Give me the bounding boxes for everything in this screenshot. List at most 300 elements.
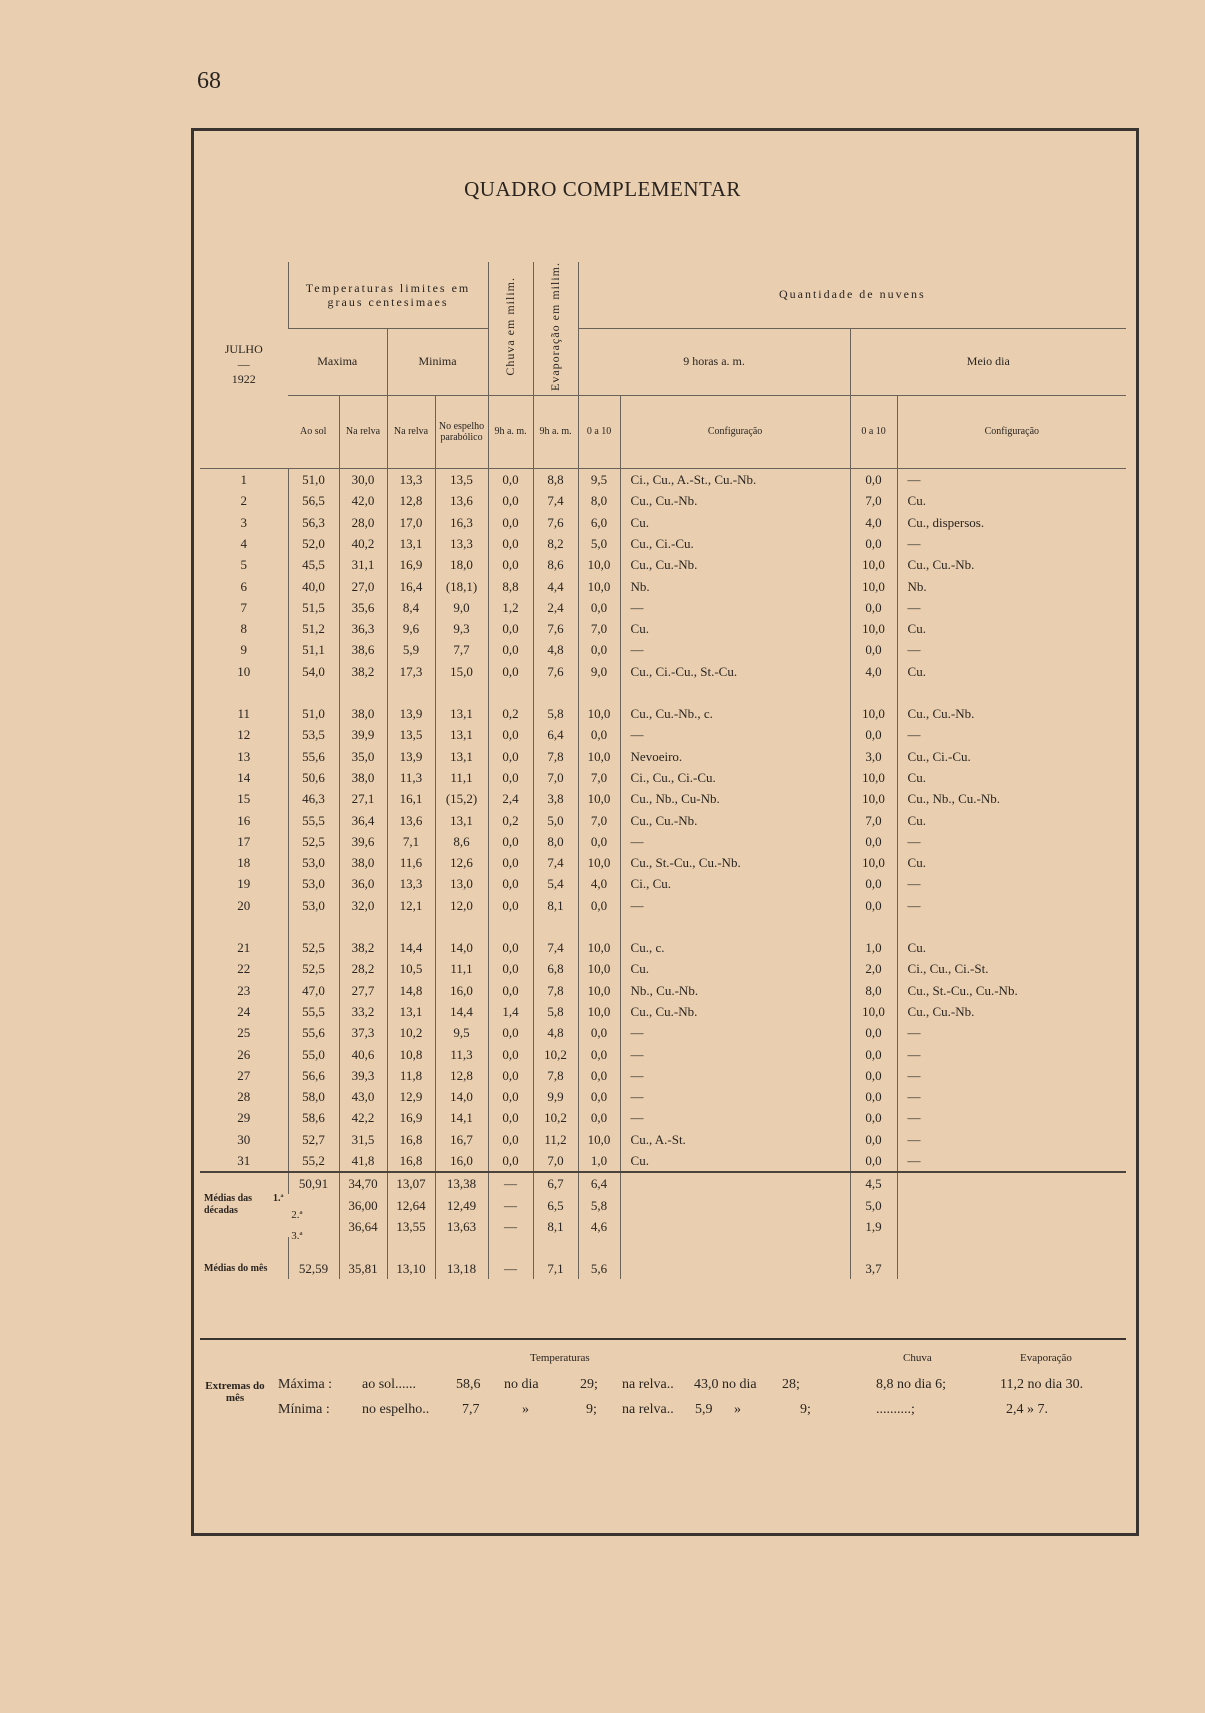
evap-header — [533, 262, 578, 395]
cell-evap: 6,4 — [533, 724, 578, 745]
cell-day: 4 — [240, 536, 247, 551]
cell-config-noon: Cu. — [897, 618, 1126, 639]
cell-max-grass: 35,0 — [339, 746, 387, 767]
clouds-9am-scale-header: 0 a 10 — [578, 395, 620, 468]
cell-config-9am — [620, 1172, 850, 1194]
clouds-group-header: Quantidade de nuvens — [578, 262, 1126, 328]
cell-rain: — — [488, 1216, 533, 1237]
cell-max-grass: 42,0 — [339, 490, 387, 511]
spacer-cell — [897, 916, 1126, 937]
cell-evap: 6,5 — [533, 1194, 578, 1215]
clouds-noon-scale-header: 0 a 10 — [850, 395, 897, 468]
month-label: JULHO — [224, 342, 263, 357]
table-row — [200, 1022, 1126, 1043]
cell-clouds-9am: 6,0 — [578, 512, 620, 533]
cell-min-mirror: 14,0 — [435, 937, 488, 958]
cell-min-grass: 12,64 — [387, 1194, 435, 1215]
spacer-cell — [533, 1237, 578, 1258]
cell-clouds-9am: 10,0 — [578, 1129, 620, 1150]
cell-config-9am: Cu., A.-St. — [620, 1129, 850, 1150]
cell-config-9am: — — [620, 597, 850, 618]
spacer-cell — [200, 682, 288, 703]
cell-max-sun: 51,2 — [288, 618, 339, 639]
cell-evap: 3,8 — [533, 788, 578, 809]
cell-config-9am: Cu., Cu.-Nb. — [620, 809, 850, 830]
cell-config-9am: Cu., Ci.-Cu., St.-Cu. — [620, 661, 850, 682]
page-number: 68 — [197, 68, 221, 94]
spacer-cell — [288, 916, 339, 937]
min-ditto: » — [522, 1402, 529, 1417]
temp-group-header: Temperaturas limites em graus centesimaes — [288, 262, 488, 328]
cell-config-noon: Cu. — [897, 852, 1126, 873]
clouds-noon-header: Meio dia — [850, 328, 1126, 395]
cell-max-sun: 53,5 — [288, 724, 339, 745]
cell-max-grass: 28,0 — [339, 512, 387, 533]
cell-max-grass: 35,6 — [339, 597, 387, 618]
cell-config-noon: — — [897, 1129, 1126, 1150]
cell-max-grass: 36,64 — [339, 1216, 387, 1237]
cell-max-sun: 54,0 — [288, 661, 339, 682]
cell-max-sun: 53,0 — [288, 852, 339, 873]
cell-min-mirror: 13,5 — [435, 468, 488, 490]
cell-rain: 0,0 — [488, 873, 533, 894]
cell-max-grass: 40,6 — [339, 1043, 387, 1064]
table-row — [200, 937, 1126, 958]
cell-clouds-noon: 0,0 — [850, 1129, 897, 1150]
cell-evap: 4,4 — [533, 575, 578, 596]
cell-min-mirror: 11,3 — [435, 1043, 488, 1064]
cell-evap: 5,8 — [533, 1001, 578, 1022]
cell-min-mirror: 13,18 — [435, 1258, 488, 1279]
cell-max-sun: 52,5 — [288, 937, 339, 958]
cell-rain: 0,0 — [488, 490, 533, 511]
max-grass-day: 28; — [782, 1377, 800, 1392]
cell-max-grass: 38,2 — [339, 937, 387, 958]
cell-config-9am: Cu., St.-Cu., Cu.-Nb. — [620, 852, 850, 873]
spacer-cell — [897, 682, 1126, 703]
cell-clouds-noon: 7,0 — [850, 809, 897, 830]
cell-config-noon — [897, 1172, 1126, 1194]
table-row — [200, 809, 1126, 830]
cell-clouds-9am: 1,0 — [578, 1150, 620, 1172]
cell-clouds-noon: 0,0 — [850, 1065, 897, 1086]
min-grass-day: 9; — [800, 1402, 811, 1417]
cell-day: 28 — [237, 1089, 251, 1105]
cell-max-grass: 38,2 — [339, 661, 387, 682]
cell-max-grass: 38,6 — [339, 639, 387, 660]
cell-max-sun: 55,6 — [288, 746, 339, 767]
cell-clouds-noon: 8,0 — [850, 980, 897, 1001]
cell-max-grass: 28,2 — [339, 958, 387, 979]
cell-config-noon: — — [897, 639, 1126, 660]
cell-clouds-noon: 1,0 — [850, 937, 897, 958]
cell-config-noon: Cu. — [897, 937, 1126, 958]
cell-max-grass: 31,5 — [339, 1129, 387, 1150]
cell-clouds-9am: 0,0 — [578, 597, 620, 618]
table-row — [200, 533, 1126, 554]
cell-clouds-noon: 4,5 — [850, 1172, 897, 1194]
cell-rain: 0,0 — [488, 1065, 533, 1086]
cell-day: 27 — [237, 1067, 251, 1083]
cell-evap: 7,4 — [533, 852, 578, 873]
cell-clouds-noon: 10,0 — [850, 788, 897, 809]
cell-min-grass: 13,6 — [387, 809, 435, 830]
table-row — [200, 1001, 1126, 1022]
cell-clouds-9am: 0,0 — [578, 831, 620, 852]
table-row — [200, 895, 1126, 916]
cell-config-noon: Cu. — [897, 809, 1126, 830]
year-label: 1922 — [231, 372, 256, 387]
cell-clouds-9am: 0,0 — [578, 724, 620, 745]
cell-config-9am: Nb. — [620, 575, 850, 596]
spacer-cell — [850, 682, 897, 703]
cell-config-9am: — — [620, 895, 850, 916]
temp-max-header: Maxima — [288, 328, 387, 395]
cell-clouds-9am: 7,0 — [578, 618, 620, 639]
cell-max-sun: 56,5 — [288, 490, 339, 511]
cell-config-noon: Cu. — [897, 661, 1126, 682]
cell-min-mirror: 12,6 — [435, 852, 488, 873]
spacer-cell — [435, 682, 488, 703]
cell-max-sun: 51,1 — [288, 639, 339, 660]
spacer-cell — [339, 1237, 387, 1258]
cell-evap: 8,2 — [533, 533, 578, 554]
cell-max-grass: 32,0 — [339, 895, 387, 916]
period-dash: — — [237, 357, 250, 372]
cell-min-grass: 16,8 — [387, 1129, 435, 1150]
cell-max-sun: 58,6 — [288, 1107, 339, 1128]
max-value: 58,6 — [456, 1377, 481, 1392]
cell-evap: 8,1 — [533, 895, 578, 916]
cell-clouds-9am: 6,4 — [578, 1172, 620, 1194]
cell-rain: 0,0 — [488, 468, 533, 490]
cell-config-9am: Cu., Cu.-Nb. — [620, 490, 850, 511]
table-row — [200, 1065, 1126, 1086]
cell-day: 24 — [237, 1003, 251, 1019]
cell-config-9am: Cu., c. — [620, 937, 850, 958]
cell-config-noon: Cu., dispersos. — [897, 512, 1126, 533]
spacer-cell — [850, 916, 897, 937]
cell-max-grass: 39,9 — [339, 724, 387, 745]
cell-rain: 0,0 — [488, 512, 533, 533]
cell-max-sun: 52,59 — [288, 1258, 339, 1279]
table-row — [200, 703, 1126, 724]
cell-evap: 5,8 — [533, 703, 578, 724]
cell-clouds-9am: 10,0 — [578, 852, 620, 873]
decade-ordinal: 2.ª — [291, 1209, 303, 1222]
cell-evap: 7,8 — [533, 746, 578, 767]
cell-config-noon: Cu. — [897, 490, 1126, 511]
cell-clouds-9am: 0,0 — [578, 1065, 620, 1086]
cell-min-mirror: 14,1 — [435, 1107, 488, 1128]
cell-day: 25 — [237, 1025, 251, 1041]
spacer-cell — [578, 682, 620, 703]
cell-min-mirror: 8,6 — [435, 831, 488, 852]
cell-max-grass: 39,3 — [339, 1065, 387, 1086]
cell-config-9am: Cu., Cu.-Nb., c. — [620, 703, 850, 724]
cell-max-sun: 55,5 — [288, 1001, 339, 1022]
cell-day: 12 — [237, 727, 251, 743]
min-label: Mínima : — [278, 1402, 330, 1417]
table-row — [200, 746, 1126, 767]
cell-evap: 8,6 — [533, 554, 578, 575]
cell-max-sun: 52,5 — [288, 831, 339, 852]
cell-config-9am: — — [620, 1065, 850, 1086]
cell-config-9am: — — [620, 831, 850, 852]
spacer-cell — [578, 916, 620, 937]
table-row — [200, 490, 1126, 511]
cell-max-sun — [288, 1194, 339, 1222]
table-row — [200, 1086, 1126, 1107]
cell-min-mirror: 13,1 — [435, 724, 488, 745]
clouds-9am-header: 9 horas a. m. — [578, 328, 850, 395]
cell-config-9am: Ci., Cu., Ci.-Cu. — [620, 767, 850, 788]
cell-clouds-noon: 0,0 — [850, 1022, 897, 1043]
cell-rain: 1,4 — [488, 1001, 533, 1022]
cell-config-noon: Cu. — [897, 767, 1126, 788]
spacer-cell — [897, 1237, 1126, 1258]
cell-min-grass: 10,5 — [387, 958, 435, 979]
cell-max-sun: 55,2 — [288, 1150, 339, 1172]
table-row — [200, 724, 1126, 745]
cell-evap: 2,4 — [533, 597, 578, 618]
cell-max-grass: 33,2 — [339, 1001, 387, 1022]
cell-config-9am — [620, 1216, 850, 1237]
cell-min-mirror: 13,1 — [435, 703, 488, 724]
cell-clouds-noon: 5,0 — [850, 1194, 897, 1215]
cell-day: 15 — [237, 791, 251, 807]
spacer-cell — [435, 1237, 488, 1258]
cell-config-9am: Cu., Ci.-Cu. — [620, 533, 850, 554]
cell-clouds-9am: 5,0 — [578, 533, 620, 554]
cell-day: 23 — [237, 982, 251, 998]
cell-max-sun: 56,6 — [288, 1065, 339, 1086]
cell-evap: 8,0 — [533, 831, 578, 852]
cell-clouds-noon: 0,0 — [850, 597, 897, 618]
cell-rain: 0,0 — [488, 937, 533, 958]
cell-min-grass: 13,1 — [387, 1001, 435, 1022]
cell-clouds-noon: 10,0 — [850, 1001, 897, 1022]
table-row — [200, 831, 1126, 852]
max-label: Máxima : — [278, 1377, 333, 1392]
cell-config-noon: — — [897, 468, 1126, 490]
cell-clouds-9am: 9,5 — [578, 468, 620, 490]
cell-min-grass: 12,8 — [387, 490, 435, 511]
cell-min-grass: 9,6 — [387, 618, 435, 639]
rain-heading: Chuva — [903, 1352, 932, 1364]
cell-rain: 0,2 — [488, 703, 533, 724]
cell-clouds-9am: 10,0 — [578, 788, 620, 809]
cell-config-noon — [897, 1258, 1126, 1279]
cell-config-noon: Cu., Nb., Cu.-Nb. — [897, 788, 1126, 809]
cell-clouds-9am: 5,6 — [578, 1258, 620, 1279]
min-grass-ditto: » — [734, 1402, 741, 1417]
cell-evap: 7,0 — [533, 1150, 578, 1172]
cell-rain: — — [488, 1194, 533, 1215]
spacer-cell — [387, 1237, 435, 1258]
cell-config-noon: — — [897, 895, 1126, 916]
max-sun-header: Ao sol — [288, 395, 339, 468]
cell-max-sun: 53,0 — [288, 873, 339, 894]
cell-config-noon: — — [897, 1086, 1126, 1107]
cell-config-noon: Cu., Cu.-Nb. — [897, 1001, 1126, 1022]
cell-min-mirror: 12,0 — [435, 895, 488, 916]
cell-day: 29 — [237, 1110, 251, 1126]
table-row — [200, 1129, 1126, 1150]
cell-day: 16 — [237, 812, 251, 828]
spacer-cell — [200, 1237, 288, 1258]
table-row — [200, 512, 1126, 533]
cell-clouds-noon: 10,0 — [850, 618, 897, 639]
cell-min-mirror: 14,4 — [435, 1001, 488, 1022]
table-row — [200, 597, 1126, 618]
spacer-cell — [620, 916, 850, 937]
table-row — [200, 554, 1126, 575]
cell-min-mirror: (15,2) — [435, 788, 488, 809]
cell-rain: 0,0 — [488, 554, 533, 575]
cell-min-grass: 13,3 — [387, 468, 435, 490]
cell-min-grass: 13,10 — [387, 1258, 435, 1279]
cell-max-grass: 38,0 — [339, 703, 387, 724]
cell-min-mirror: 9,5 — [435, 1022, 488, 1043]
cell-day: 5 — [240, 557, 247, 573]
cell-day: 21 — [237, 940, 251, 956]
cell-config-9am: — — [620, 1022, 850, 1043]
cell-day: 11 — [237, 706, 251, 722]
table-row — [200, 468, 1126, 490]
cell-min-mirror: 13,1 — [435, 746, 488, 767]
cell-min-grass: 12,1 — [387, 895, 435, 916]
cell-rain: 0,0 — [488, 852, 533, 873]
evap-time-header: 9h a. m. — [533, 395, 578, 468]
cell-min-grass: 13,1 — [387, 533, 435, 554]
cell-min-grass: 10,8 — [387, 1043, 435, 1064]
spacer-row — [200, 682, 1126, 703]
cell-config-noon — [897, 1194, 1126, 1215]
cell-rain: 0,0 — [488, 767, 533, 788]
spacer-row — [200, 1237, 1126, 1258]
max-day: 29; — [580, 1377, 598, 1392]
cell-rain: 0,0 — [488, 1129, 533, 1150]
cell-evap: 7,4 — [533, 490, 578, 511]
cell-min-mirror: 16,3 — [435, 512, 488, 533]
cell-clouds-noon: 0,0 — [850, 468, 897, 490]
cell-rain: 2,4 — [488, 788, 533, 809]
cell-max-sun: 52,0 — [288, 533, 339, 554]
cell-max-sun: 46,3 — [288, 788, 339, 809]
spacer-cell — [387, 916, 435, 937]
cell-config-9am: Cu., Cu.-Nb. — [620, 1001, 850, 1022]
cell-config-9am: Cu. — [620, 958, 850, 979]
cell-config-9am: Nevoeiro. — [620, 746, 850, 767]
cell-evap: 10,2 — [533, 1107, 578, 1128]
table-row — [200, 575, 1126, 596]
cell-max-grass: 38,0 — [339, 767, 387, 788]
cell-rain: 0,0 — [488, 1043, 533, 1064]
extremes-section — [200, 1338, 1126, 1452]
cell-rain: — — [488, 1172, 533, 1194]
cell-max-grass: 36,0 — [339, 873, 387, 894]
decades-mean-label — [200, 1172, 288, 1237]
cell-day: 20 — [237, 897, 251, 913]
cell-min-mirror: 13,1 — [435, 809, 488, 830]
spacer-cell — [620, 1237, 850, 1258]
cell-max-sun: 45,5 — [288, 554, 339, 575]
cell-max-sun: 47,0 — [288, 980, 339, 1001]
table-body — [200, 468, 1126, 1279]
cell-max-grass: 36,4 — [339, 809, 387, 830]
cell-evap: 11,2 — [533, 1129, 578, 1150]
cell-clouds-9am: 7,0 — [578, 767, 620, 788]
cell-clouds-9am: 4,0 — [578, 873, 620, 894]
cell-max-grass: 43,0 — [339, 1086, 387, 1107]
cell-max-sun: 50,6 — [288, 767, 339, 788]
cell-min-grass: 16,9 — [387, 1107, 435, 1128]
spacer-cell — [339, 916, 387, 937]
cell-min-grass: 13,3 — [387, 873, 435, 894]
cell-clouds-9am: 0,0 — [578, 1022, 620, 1043]
cell-min-mirror: 13,3 — [435, 533, 488, 554]
cell-config-noon: Cu., Cu.-Nb. — [897, 554, 1126, 575]
cell-clouds-noon: 0,0 — [850, 639, 897, 660]
cell-rain: 0,0 — [488, 1086, 533, 1107]
cell-day: 26 — [237, 1046, 251, 1062]
cell-config-9am: — — [620, 639, 850, 660]
cell-evap: 7,0 — [533, 767, 578, 788]
cell-clouds-noon: 10,0 — [850, 767, 897, 788]
cell-config-noon: — — [897, 724, 1126, 745]
cell-clouds-9am: 10,0 — [578, 554, 620, 575]
cell-evap: 4,8 — [533, 639, 578, 660]
cell-clouds-9am: 9,0 — [578, 661, 620, 682]
cell-config-noon: — — [897, 533, 1126, 554]
cell-min-mirror: 15,0 — [435, 661, 488, 682]
min-mirror-header: No espelho parabólico — [435, 395, 488, 468]
table-row — [200, 852, 1126, 873]
max-grass-header: Na relva — [339, 395, 387, 468]
cell-max-sun: 51,5 — [288, 597, 339, 618]
cell-min-grass: 16,1 — [387, 788, 435, 809]
cell-clouds-noon: 0,0 — [850, 831, 897, 852]
cell-max-grass: 39,6 — [339, 831, 387, 852]
climate-table — [200, 262, 1126, 1279]
cell-min-grass: 17,3 — [387, 661, 435, 682]
cell-clouds-9am: 0,0 — [578, 895, 620, 916]
cell-config-9am: — — [620, 1043, 850, 1064]
cell-config-9am: Ci., Cu., A.-St., Cu.-Nb. — [620, 468, 850, 490]
cell-evap: 4,8 — [533, 1022, 578, 1043]
cell-clouds-noon: 3,0 — [850, 746, 897, 767]
cell-min-mirror: 12,8 — [435, 1065, 488, 1086]
cell-day: 18 — [237, 855, 251, 871]
cell-max-grass: 36,3 — [339, 618, 387, 639]
cell-min-mirror: 16,0 — [435, 980, 488, 1001]
spacer-cell — [488, 682, 533, 703]
cell-min-mirror: (18,1) — [435, 575, 488, 596]
spacer-cell — [850, 1237, 897, 1258]
cell-config-9am: Nb., Cu.-Nb. — [620, 980, 850, 1001]
cell-clouds-9am: 0,0 — [578, 639, 620, 660]
cell-min-grass: 13,9 — [387, 746, 435, 767]
cell-max-grass: 40,2 — [339, 533, 387, 554]
cell-rain: 0,0 — [488, 661, 533, 682]
cell-config-noon: Nb. — [897, 575, 1126, 596]
cell-rain: 8,8 — [488, 575, 533, 596]
cell-clouds-noon: 0,0 — [850, 1107, 897, 1128]
cell-clouds-noon: 0,0 — [850, 895, 897, 916]
cell-evap: 6,8 — [533, 958, 578, 979]
cell-rain: 0,0 — [488, 895, 533, 916]
